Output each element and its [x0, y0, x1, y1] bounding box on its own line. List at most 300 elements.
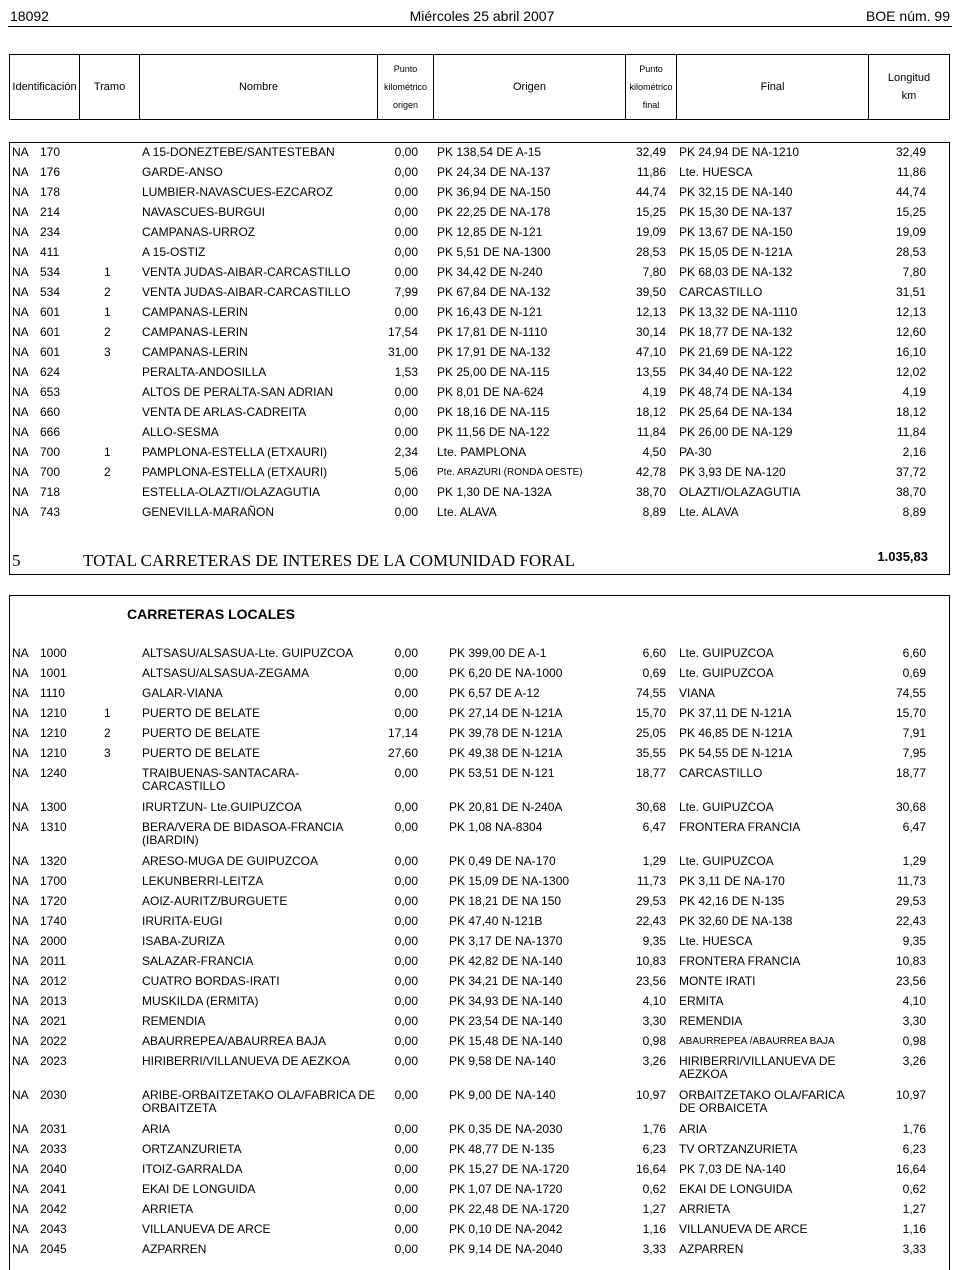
- road-name: IRURITA-EUGI: [142, 914, 223, 928]
- origen-value: PK 34,93 DE NA-140: [449, 994, 563, 1008]
- pk-final-value: 10,83: [635, 954, 666, 968]
- longitud-value: 31,51: [895, 285, 926, 299]
- road-prefix: NA: [12, 225, 29, 239]
- pk-origen-value: 0,00: [394, 225, 418, 239]
- road-name: CAMPANAS-LERIN: [142, 345, 248, 359]
- road-prefix: NA: [12, 1222, 29, 1236]
- total-number: 5: [12, 551, 21, 570]
- road-name: A 15-DONEZTEBE/SANTESTEBAN: [142, 145, 335, 159]
- page-date: Miércoles 25 abril 2007: [409, 8, 555, 24]
- longitud-value: 30,68: [895, 800, 926, 814]
- final-value: VILLANUEVA DE ARCE: [679, 1222, 808, 1236]
- road-name: VENTA JUDAS-AIBAR-CARCASTILLO: [142, 265, 351, 279]
- longitud-value: 6,60: [902, 646, 926, 660]
- origen-value: PK 15,48 DE NA-140: [449, 1034, 563, 1048]
- road-name: CAMPANAS-LERIN: [142, 325, 248, 339]
- road-prefix: NA: [12, 1142, 29, 1156]
- road-number: 2043: [40, 1222, 67, 1236]
- pk-final-value: 38,70: [635, 485, 666, 499]
- origen-value: PK 0,10 DE NA-2042: [449, 1222, 563, 1236]
- road-tramo: 3: [104, 345, 111, 359]
- col-pk-final-line2: kilométrico: [629, 82, 673, 92]
- pk-final-value: 23,56: [635, 974, 666, 988]
- road-number: 1001: [40, 666, 67, 680]
- pk-final-value: 1,29: [642, 854, 666, 868]
- final-value: VIANA: [679, 686, 716, 700]
- pk-origen-value: 0,00: [394, 405, 418, 419]
- road-prefix: NA: [12, 145, 29, 159]
- road-number: 2000: [40, 934, 67, 948]
- road-prefix: NA: [12, 914, 29, 928]
- final-value: ARIA: [679, 1122, 708, 1136]
- col-pk-final-line1: Punto: [639, 64, 663, 74]
- road-name: PAMPLONA-ESTELLA (ETXAURI): [142, 445, 328, 459]
- pk-origen-value: 0,00: [394, 894, 418, 908]
- pk-origen-value: 0,00: [394, 145, 418, 159]
- origen-value: PK 34,21 DE NA-140: [449, 974, 563, 988]
- road-prefix: NA: [12, 205, 29, 219]
- longitud-value: 3,26: [902, 1054, 926, 1068]
- col-final: Final: [677, 55, 869, 119]
- road-name: AOIZ-AURITZ/BURGUETE: [142, 894, 288, 908]
- road-tramo: 1: [104, 265, 111, 279]
- road-prefix: NA: [12, 954, 29, 968]
- longitud-value: 23,56: [895, 974, 926, 988]
- road-prefix: NA: [12, 305, 29, 319]
- origen-value: PK 1,30 DE NA-132A: [437, 485, 552, 499]
- col-origen: Origen: [434, 55, 626, 119]
- final-value: PA-30: [679, 445, 712, 459]
- final-value: PK 68,03 DE NA-132: [679, 265, 793, 279]
- pk-final-value: 0,98: [642, 1034, 666, 1048]
- pk-final-value: 74,55: [635, 686, 666, 700]
- origen-value: PK 1,08 NA-8304: [449, 820, 543, 834]
- longitud-value: 29,53: [895, 894, 926, 908]
- road-number: 411: [40, 245, 60, 259]
- road-number: 653: [40, 385, 61, 399]
- origen-value: Lte. ALAVA: [437, 505, 497, 519]
- longitud-value: 12,13: [895, 305, 926, 319]
- col-identificacion: Identificación: [10, 55, 80, 119]
- road-number: 2045: [40, 1242, 67, 1256]
- longitud-value: 8,89: [902, 505, 926, 519]
- longitud-value: 15,25: [895, 205, 926, 219]
- pk-final-value: 19,09: [635, 225, 666, 239]
- road-name: TRAIBUENAS-SANTACARA-CARCASTILLO: [142, 766, 300, 793]
- final-value: PK 42,16 DE N-135: [679, 894, 785, 908]
- longitud-value: 38,70: [895, 485, 926, 499]
- longitud-value: 4,10: [902, 994, 926, 1008]
- pk-final-value: 15,70: [635, 706, 666, 720]
- road-name: GENEVILLA-MARAÑON: [142, 505, 275, 519]
- longitud-value: 16,64: [895, 1162, 926, 1176]
- road-number: 1240: [40, 766, 67, 780]
- longitud-value: 18,77: [895, 766, 926, 780]
- pk-origen-value: 0,00: [394, 800, 418, 814]
- road-name: ARRIETA: [142, 1202, 194, 1216]
- road-name: ARIA: [142, 1122, 171, 1136]
- final-value: PK 26,00 DE NA-129: [679, 425, 793, 439]
- road-prefix: NA: [12, 425, 29, 439]
- origen-value: PK 17,91 DE NA-132: [437, 345, 551, 359]
- road-prefix: NA: [12, 465, 29, 479]
- pk-final-value: 9,35: [642, 934, 666, 948]
- pk-origen-value: 0,00: [394, 994, 418, 1008]
- road-prefix: NA: [12, 185, 29, 199]
- col-longitud-line2: km: [901, 90, 917, 102]
- road-name: MUSKILDA (ERMITA): [142, 994, 259, 1008]
- pk-final-value: 3,26: [642, 1054, 666, 1068]
- pk-origen-value: 0,00: [394, 874, 418, 888]
- longitud-value: 18,12: [895, 405, 926, 419]
- final-value: PK 48,74 DE NA-134: [679, 385, 793, 399]
- pk-final-value: 32,49: [635, 145, 666, 159]
- road-name: VILLANUEVA DE ARCE: [142, 1222, 271, 1236]
- pk-final-value: 15,25: [635, 205, 666, 219]
- final-value: PK 34,40 DE NA-122: [679, 365, 793, 379]
- pk-final-value: 11,84: [636, 425, 666, 439]
- road-name: ALTOS DE PERALTA-SAN ADRIAN: [142, 385, 334, 399]
- origen-value: PK 53,51 DE N-121: [449, 766, 555, 780]
- col-pk-origen-line3: origen: [392, 100, 419, 110]
- pk-origen-value: 0,00: [394, 766, 418, 780]
- origen-value: PK 34,42 DE N-240: [437, 265, 543, 279]
- road-name: REMENDIA: [142, 1014, 206, 1028]
- origen-value: PK 16,43 DE N-121: [437, 305, 543, 319]
- road-tramo: 3: [104, 746, 111, 760]
- road-prefix: NA: [12, 766, 29, 780]
- pk-origen-value: 2,34: [394, 445, 418, 459]
- road-name: BERA/VERA DE BIDASOA-FRANCIA (IBARDIN): [142, 820, 343, 847]
- final-value: CARCASTILLO: [679, 285, 763, 299]
- origen-value: PK 25,00 DE NA-115: [437, 365, 550, 379]
- road-number: 534: [40, 265, 61, 279]
- pk-final-value: 11,86: [636, 165, 666, 179]
- origen-value: PK 1,07 DE NA-1720: [449, 1182, 563, 1196]
- road-name: VENTA JUDAS-AIBAR-CARCASTILLO: [142, 285, 351, 299]
- road-prefix: NA: [12, 1088, 29, 1102]
- road-name: ALLO-SESMA: [142, 425, 219, 439]
- road-number: 1700: [40, 874, 67, 888]
- final-value: PK 7,03 DE NA-140: [679, 1162, 786, 1176]
- pk-final-value: 12,13: [635, 305, 666, 319]
- pk-origen-value: 0,00: [394, 1222, 418, 1236]
- longitud-value: 7,95: [902, 746, 926, 760]
- road-prefix: NA: [12, 854, 29, 868]
- final-value: OLAZTI/OLAZAGUTIA: [679, 485, 801, 499]
- road-number: 1210: [40, 706, 67, 720]
- pk-origen-value: 0,00: [394, 1014, 418, 1028]
- pk-final-value: 18,77: [635, 766, 666, 780]
- header-rule: [8, 26, 952, 27]
- road-prefix: NA: [12, 1182, 29, 1196]
- origen-value: PK 39,78 DE N-121A: [449, 726, 563, 740]
- pk-final-value: 28,53: [635, 245, 666, 259]
- road-name: IRURTZUN- Lte.GUIPUZCOA: [142, 800, 302, 814]
- pk-final-value: 11,73: [636, 874, 666, 888]
- pk-origen-value: 0,00: [394, 854, 418, 868]
- road-prefix: NA: [12, 1034, 29, 1048]
- longitud-value: 4,19: [902, 385, 926, 399]
- road-prefix: NA: [12, 445, 29, 459]
- total-value: 1.035,83: [877, 549, 928, 564]
- pk-origen-value: 0,00: [394, 1142, 418, 1156]
- pk-origen-value: 0,00: [394, 666, 418, 680]
- pk-origen-value: 0,00: [394, 165, 418, 179]
- road-number: 624: [40, 365, 61, 379]
- pk-origen-value: 0,00: [394, 505, 418, 519]
- origen-value: PK 42,82 DE NA-140: [449, 954, 563, 968]
- pk-final-value: 22,43: [635, 914, 666, 928]
- road-name: PAMPLONA-ESTELLA (ETXAURI): [142, 465, 328, 479]
- origen-value: PK 9,14 DE NA-2040: [449, 1242, 563, 1256]
- road-number: 2023: [40, 1054, 67, 1068]
- longitud-value: 1,16: [902, 1222, 926, 1236]
- road-prefix: NA: [12, 800, 29, 814]
- road-prefix: NA: [12, 706, 29, 720]
- longitud-value: 0,69: [902, 666, 926, 680]
- road-prefix: NA: [12, 726, 29, 740]
- origen-value: PK 49,38 DE N-121A: [449, 746, 563, 760]
- road-number: 2041: [40, 1182, 67, 1196]
- road-number: 534: [40, 285, 61, 299]
- pk-origen-value: 0,00: [394, 1088, 418, 1102]
- road-prefix: NA: [12, 485, 29, 499]
- pk-final-value: 25,05: [635, 726, 666, 740]
- col-pk-origen: [378, 55, 434, 119]
- road-prefix: NA: [12, 1162, 29, 1176]
- longitud-value: 74,55: [895, 686, 926, 700]
- road-name: ABAURREPEA/ABAURREA BAJA: [142, 1034, 327, 1048]
- section-title: CARRETERAS LOCALES: [127, 606, 296, 622]
- final-value: HIRIBERRI/VILLANUEVA DE AEZKOA: [679, 1054, 836, 1081]
- road-name: SALAZAR-FRANCIA: [142, 954, 254, 968]
- road-number: 2013: [40, 994, 67, 1008]
- longitud-value: 0,98: [902, 1034, 926, 1048]
- pk-origen-value: 0,00: [394, 185, 418, 199]
- longitud-value: 37,72: [895, 465, 926, 479]
- road-number: 743: [40, 505, 61, 519]
- longitud-value: 6,23: [902, 1142, 926, 1156]
- journal-issue: BOE núm. 99: [865, 8, 950, 24]
- road-name: A 15-OSTIZ: [142, 245, 206, 259]
- longitud-value: 12,60: [895, 325, 926, 339]
- longitud-value: 10,83: [895, 954, 926, 968]
- road-name: PUERTO DE BELATE: [142, 746, 261, 760]
- origen-value: Pte. ARAZURI (RONDA OESTE): [437, 467, 583, 478]
- road-prefix: NA: [12, 265, 29, 279]
- origen-value: PK 22,48 DE NA-1720: [449, 1202, 570, 1216]
- col-pk-final: [626, 55, 677, 119]
- road-prefix: NA: [12, 894, 29, 908]
- origen-value: PK 27,14 DE N-121A: [449, 706, 563, 720]
- final-value: Lte. HUESCA: [679, 934, 753, 948]
- pk-final-value: 10,97: [635, 1088, 666, 1102]
- final-value: EKAI DE LONGUIDA: [679, 1182, 793, 1196]
- longitud-value: 32,49: [895, 145, 926, 159]
- road-number: 1300: [40, 800, 67, 814]
- road-prefix: NA: [12, 646, 29, 660]
- pk-origen-value: 0,00: [394, 1122, 418, 1136]
- final-value: PK 18,77 DE NA-132: [679, 325, 793, 339]
- road-name: HIRIBERRI/VILLANUEVA DE AEZKOA: [142, 1054, 350, 1068]
- road-tramo: 1: [104, 305, 111, 319]
- pk-final-value: 0,62: [642, 1182, 666, 1196]
- col-pk-final-line3: final: [642, 100, 660, 110]
- road-number: 170: [40, 145, 61, 159]
- road-number: 1000: [40, 646, 67, 660]
- origen-value: PK 15,09 DE NA-1300: [449, 874, 570, 888]
- road-name: GARDE-ANSO: [142, 165, 223, 179]
- final-value: PK 13,32 DE NA-1110: [679, 305, 798, 319]
- pk-origen-value: 0,00: [394, 1034, 418, 1048]
- road-number: 178: [40, 185, 61, 199]
- pk-final-value: 1,27: [642, 1202, 666, 1216]
- pk-origen-value: 0,00: [394, 914, 418, 928]
- pk-final-value: 4,50: [642, 445, 666, 459]
- road-prefix: NA: [12, 874, 29, 888]
- longitud-value: 10,97: [895, 1088, 926, 1102]
- final-value: Lte. GUIPUZCOA: [679, 854, 774, 868]
- pk-origen-value: 0,00: [394, 245, 418, 259]
- road-name: LUMBIER-NAVASCUES-EZCAROZ: [142, 185, 333, 199]
- origen-value: PK 23,54 DE NA-140: [449, 1014, 563, 1028]
- road-name: ARESO-MUGA DE GUIPUZCOA: [142, 854, 319, 868]
- longitud-value: 44,74: [895, 185, 926, 199]
- road-name: CUATRO BORDAS-IRATI: [142, 974, 280, 988]
- road-tramo: 2: [104, 285, 111, 299]
- road-number: 214: [40, 205, 61, 219]
- road-number: 2042: [40, 1202, 67, 1216]
- road-name: GALAR-VIANA: [142, 686, 223, 700]
- road-prefix: NA: [12, 974, 29, 988]
- road-number: 666: [40, 425, 61, 439]
- road-name: CAMPANAS-URROZ: [142, 225, 256, 239]
- origen-value: PK 17,81 DE N-1110: [437, 325, 548, 339]
- road-number: 2040: [40, 1162, 67, 1176]
- pk-origen-value: 0,00: [394, 646, 418, 660]
- pk-origen-value: 0,00: [394, 485, 418, 499]
- longitud-value: 19,09: [895, 225, 926, 239]
- road-prefix: NA: [12, 245, 29, 259]
- longitud-value: 16,10: [895, 345, 926, 359]
- col-nombre: Nombre: [140, 55, 378, 119]
- final-value: Lte. HUESCA: [679, 165, 753, 179]
- origen-value: PK 0,49 DE NA-170: [449, 854, 556, 868]
- final-value: PK 37,11 DE N-121A: [679, 706, 792, 720]
- road-name: ESTELLA-OLAZTI/OLAZAGUTIA: [142, 485, 321, 499]
- road-number: 2031: [40, 1122, 67, 1136]
- road-number: 2011: [40, 954, 66, 968]
- final-value: Lte. GUIPUZCOA: [679, 800, 774, 814]
- origen-value: PK 12,85 DE N-121: [437, 225, 543, 239]
- road-prefix: NA: [12, 405, 29, 419]
- road-name: PUERTO DE BELATE: [142, 706, 261, 720]
- road-number: 601: [40, 325, 61, 339]
- col-pk-origen-line2: kilométrico: [383, 82, 427, 92]
- longitud-value: 7,91: [902, 726, 926, 740]
- origen-value: PK 0,35 DE NA-2030: [449, 1122, 563, 1136]
- longitud-value: 12,02: [895, 365, 926, 379]
- pk-final-value: 30,14: [635, 325, 666, 339]
- road-prefix: NA: [12, 385, 29, 399]
- pk-final-value: 4,19: [642, 385, 666, 399]
- road-prefix: NA: [12, 345, 29, 359]
- road-number: 1720: [40, 894, 67, 908]
- road-name: VENTA DE ARLAS-CADREITA: [142, 405, 307, 419]
- origen-value: PK 3,17 DE NA-1370: [449, 934, 563, 948]
- longitud-value: 6,47: [902, 820, 926, 834]
- final-value: ARRIETA: [679, 1202, 731, 1216]
- pk-final-value: 47,10: [635, 345, 666, 359]
- pk-origen-value: 27,60: [387, 746, 418, 760]
- final-value: PK 13,67 DE NA-150: [679, 225, 793, 239]
- origen-value: PK 47,40 N-121B: [449, 914, 543, 928]
- final-value: PK 32,60 DE NA-138: [679, 914, 793, 928]
- longitud-value: 1,29: [902, 854, 926, 868]
- road-name: ALTSASU/ALSASUA-ZEGAMA: [142, 666, 310, 680]
- road-tramo: 2: [104, 726, 111, 740]
- longitud-value: 3,33: [902, 1242, 926, 1256]
- road-tramo: 1: [104, 445, 111, 459]
- final-value: PK 54,55 DE N-121A: [679, 746, 793, 760]
- road-number: 601: [40, 305, 61, 319]
- longitud-value: 11,73: [896, 874, 926, 888]
- road-prefix: NA: [12, 1202, 29, 1216]
- pk-final-value: 4,10: [642, 994, 666, 1008]
- origen-value: PK 138,54 DE A-15: [437, 145, 542, 159]
- final-value: ABAURREPEA /ABAURREA BAJA: [679, 1036, 835, 1047]
- final-value: AZPARREN: [679, 1242, 744, 1256]
- road-prefix: NA: [12, 365, 29, 379]
- road-tramo: 2: [104, 325, 111, 339]
- pk-final-value: 16,64: [635, 1162, 666, 1176]
- final-value: ERMITA: [679, 994, 724, 1008]
- origen-value: PK 5,51 DE NA-1300: [437, 245, 551, 259]
- final-value: PK 25,64 DE NA-134: [679, 405, 793, 419]
- road-prefix: NA: [12, 746, 29, 760]
- page-number: 18092: [10, 8, 49, 24]
- final-value: FRONTERA FRANCIA: [679, 954, 801, 968]
- pk-final-value: 13,55: [635, 365, 666, 379]
- pk-final-value: 3,30: [642, 1014, 666, 1028]
- longitud-value: 1,27: [902, 1202, 926, 1216]
- pk-origen-value: 0,00: [394, 1202, 418, 1216]
- pk-final-value: 1,76: [642, 1122, 666, 1136]
- road-prefix: NA: [12, 1014, 29, 1028]
- longitud-value: 9,35: [902, 934, 926, 948]
- road-name: ORTZANZURIETA: [142, 1142, 242, 1156]
- pk-final-value: 42,78: [635, 465, 666, 479]
- pk-final-value: 8,89: [642, 505, 666, 519]
- pk-final-value: 0,69: [642, 666, 666, 680]
- longitud-value: 7,80: [902, 265, 926, 279]
- section-comunidad-foral: [9, 142, 950, 575]
- road-name: LEKUNBERRI-LEITZA: [142, 874, 264, 888]
- road-prefix: NA: [12, 666, 29, 680]
- pk-final-value: 6,23: [642, 1142, 666, 1156]
- col-pk-origen-line1: Punto: [393, 64, 418, 74]
- final-value: PK 24,94 DE NA-1210: [679, 145, 800, 159]
- road-number: 1210: [40, 726, 67, 740]
- pk-origen-value: 0,00: [394, 1162, 418, 1176]
- pk-origen-value: 0,00: [394, 305, 418, 319]
- origen-value: PK 67,84 DE NA-132: [437, 285, 551, 299]
- final-value: MONTE IRATI: [679, 974, 756, 988]
- road-prefix: NA: [12, 165, 29, 179]
- pk-origen-value: 0,00: [394, 1242, 418, 1256]
- road-number: 176: [40, 165, 61, 179]
